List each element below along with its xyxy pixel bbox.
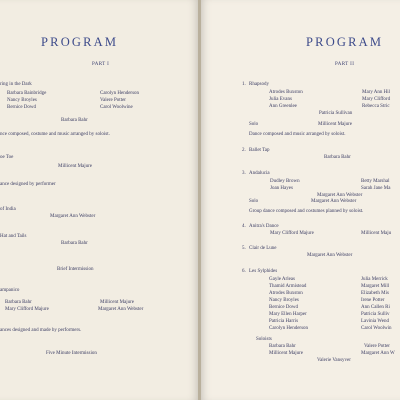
performer-name: Bernice Dowd	[269, 305, 299, 310]
program-line: ampanico	[0, 288, 20, 293]
intermission: Five Minute Intermission	[46, 351, 97, 356]
performer-name: Barbara Bainbridge	[7, 91, 47, 96]
performer-name: Millicent Majure	[318, 122, 353, 127]
page-title: PROGRAM	[41, 35, 119, 49]
performer-name: Elizabeth Mis	[361, 291, 389, 296]
performer-name: Barbara Bahr	[61, 118, 88, 123]
performer-name: Barbara Bahr	[5, 300, 32, 305]
performer-name: Millicent Majure	[58, 164, 93, 169]
item-number: 4.	[242, 224, 246, 229]
program-line: Solo	[249, 199, 259, 204]
program-page-left	[0, 0, 198, 400]
performer-name: Rebecca Stric	[362, 104, 390, 109]
program-line: Solo	[249, 122, 259, 127]
soloists-heading: Soloists	[256, 337, 272, 342]
program-line: oe Toe	[0, 155, 14, 160]
program-line: Hat and Tails	[0, 234, 27, 239]
program-line: Rhapsody	[249, 82, 269, 87]
performer-name: Dudley Brown	[270, 179, 300, 184]
program-note: nce composed, costume and music arranged by soloist.	[0, 132, 110, 137]
performer-name: Irene Potter	[361, 298, 385, 303]
program-page-right	[201, 0, 400, 400]
performer-name: Thamid Armistead	[269, 284, 307, 289]
performer-name: Carolyn Henderson	[269, 326, 309, 331]
program-note: Dance composed and music arranged by soloist.	[249, 132, 346, 137]
performer-name: Carol Woolwin	[361, 326, 392, 331]
program-note: ance designed by performer	[0, 182, 56, 187]
performer-name: Millicent Majure	[100, 300, 135, 305]
performer-name: Joan Hayes	[270, 186, 293, 191]
performer-name: Lavinia Wend	[361, 319, 389, 324]
program-line: Andalucia	[249, 171, 270, 176]
item-number: 1.	[242, 82, 246, 87]
performer-name: Margaret Ann Webster	[307, 253, 353, 258]
performer-name: Patricia Sulliv	[361, 312, 390, 317]
performer-name: Julia Merrick	[361, 277, 388, 282]
performer-name: Carol Woolwine	[100, 105, 133, 110]
performer-name: Mary Ellen Harper	[269, 312, 307, 317]
performer-name: Margaret Ann Webster	[311, 199, 357, 204]
performer-name: Margaret Ann Webster	[98, 307, 144, 312]
performer-name: Betty Marshal	[361, 179, 390, 184]
performer-name: Julia Evans	[269, 97, 292, 102]
performer-name: Nancy Broyles	[7, 98, 37, 103]
part-heading: PART II	[335, 62, 355, 67]
page-title: PROGRAM	[306, 35, 384, 49]
performer-name: Mary Clifford Majure	[5, 307, 49, 312]
performer-name: Ann Callen Ri	[361, 305, 390, 310]
program-line: Clair de Lune	[249, 246, 277, 251]
program-line: ring in the Dark	[0, 82, 32, 87]
item-number: 3.	[242, 171, 246, 176]
performer-name: Barbara Bahr	[269, 344, 296, 349]
part-heading: PART I	[92, 62, 110, 67]
program-line: Ballet Tap	[249, 148, 270, 153]
program-note: ances designed and made by performers.	[0, 328, 82, 333]
performer-name: Atrodes Buxston	[269, 90, 303, 95]
item-number: 6.	[242, 269, 246, 274]
performer-name: Valere Potter	[100, 98, 126, 103]
performer-name: Patricia Sullivan	[319, 111, 353, 116]
program-line: Anitra's Dance	[249, 224, 279, 229]
item-number: 5.	[242, 246, 246, 251]
performer-name: Patricia Harris	[269, 319, 299, 324]
performer-name: Ann Greenlee	[269, 104, 297, 109]
performer-name: Mary Clifford	[362, 97, 391, 102]
performer-name: Atrodes Buxston	[269, 291, 303, 296]
performer-name: Margaret Ann W	[361, 351, 395, 356]
performer-name: Sarah Jane Ma	[361, 186, 391, 191]
item-number: 2.	[242, 148, 246, 153]
performer-name: Millicent Maju	[361, 231, 392, 236]
performer-name: Barbara Bahr	[324, 155, 351, 160]
performer-name: Valere Potter	[364, 344, 390, 349]
performer-name: Millicent Majure	[269, 351, 304, 356]
program-line: Les Sylphides	[249, 269, 278, 274]
performer-name: Carolyn Henderson	[100, 91, 140, 96]
program-note: Group dance composed and costumes planned by soloist.	[249, 209, 364, 214]
performer-name: Mary Ann Hil	[362, 90, 391, 95]
program-line: of India	[0, 207, 16, 212]
performer-name: Bernice Dowd	[7, 105, 37, 110]
intermission: Brief Intermission	[57, 267, 94, 272]
performer-name: Margaret Ann Webster	[50, 214, 96, 219]
performer-name: Barbara Bahr	[61, 241, 88, 246]
performer-name: Nancy Broyles	[269, 298, 299, 303]
performer-name: Mary Clifford Majure	[270, 231, 314, 236]
performer-name: Valerie Vansyver	[317, 358, 351, 363]
performer-name: Margaret Ann Webster	[317, 193, 363, 198]
performer-name: Margaret Mill	[361, 284, 390, 289]
performer-name: Gayle Arleas	[269, 277, 295, 282]
